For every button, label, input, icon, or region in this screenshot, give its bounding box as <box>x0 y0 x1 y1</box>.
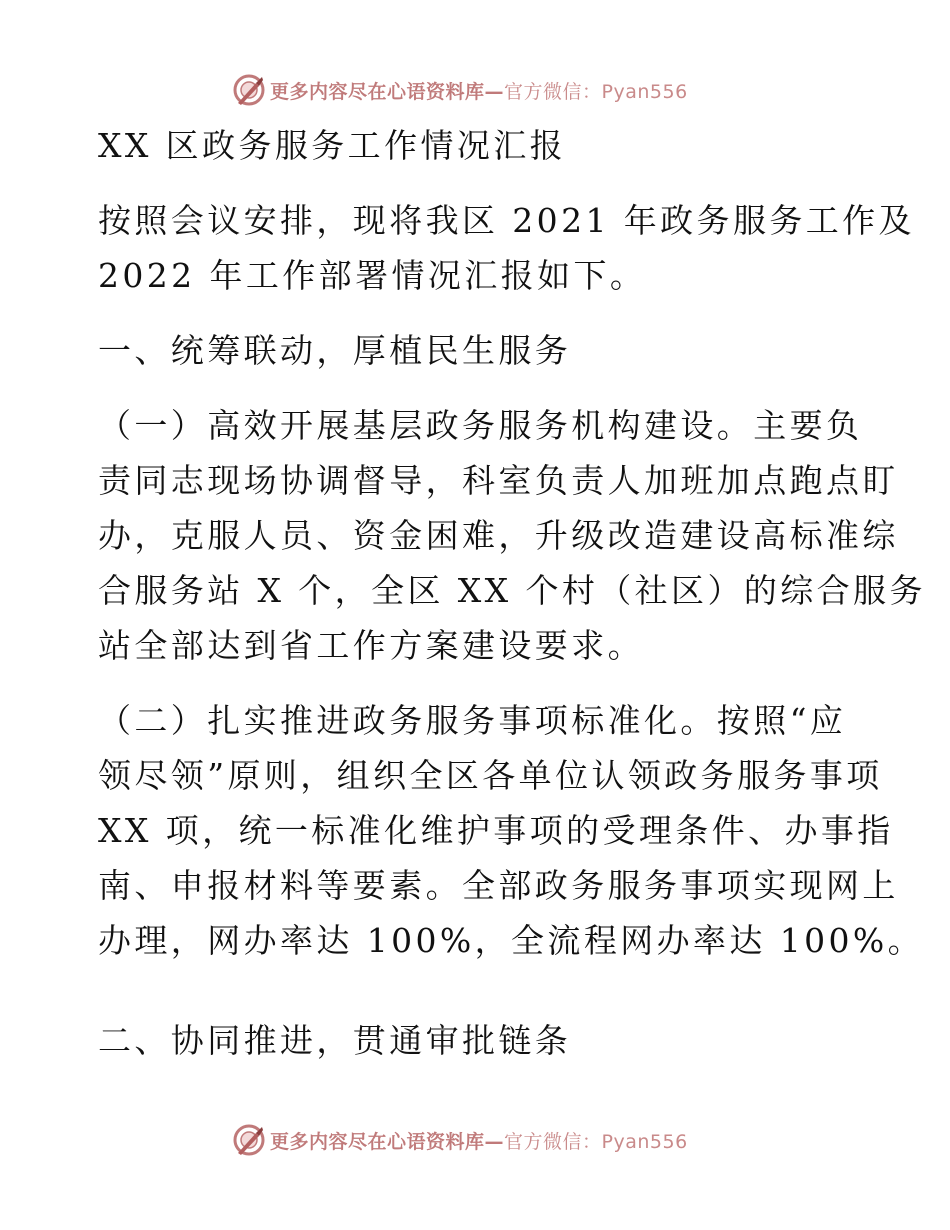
paragraph-line: 责同志现场协调督导，科室负责人加班加点跑点盯 <box>98 461 899 500</box>
quill-seal-icon <box>232 73 266 107</box>
paragraph-line: 办理，网办率达 100%，全流程网办率达 100%。 <box>98 921 925 960</box>
paragraph-line: （一）高效开展基层政务服务机构建设。主要负 <box>98 406 863 445</box>
section-heading-1: 一、统筹联动，厚植民生服务 <box>98 331 572 370</box>
watermark-text: 更多内容尽在心语资料库—官方微信：Pyan556 <box>270 1130 688 1153</box>
watermark-text: 更多内容尽在心语资料库—官方微信：Pyan556 <box>270 80 688 103</box>
paragraph-line: 2022 年工作部署情况汇报如下。 <box>98 256 647 295</box>
paragraph-line: 合服务站 X 个，全区 XX 个村（社区）的综合服务 <box>98 571 926 610</box>
paragraph-line: 南、申报材料等要素。全部政务服务事项实现网上 <box>98 866 899 905</box>
paragraph-line: （二）扎实推进政务服务事项标准化。按照“应 <box>98 701 847 740</box>
quill-seal-icon <box>232 1123 266 1157</box>
paragraph-line: 领尽领”原则，组织全区各单位认领政务服务事项 <box>98 756 883 795</box>
paragraph-line: 办，克服人员、资金困难，升级改造建设高标准综 <box>98 516 899 555</box>
footer-watermark <box>232 1120 688 1160</box>
paragraph-line: 站全部达到省工作方案建设要求。 <box>98 626 644 665</box>
paragraph-line: 按照会议安排，现将我区 2021 年政务服务工作及 <box>98 201 915 240</box>
section-heading-2: 二、协同推进，贯通审批链条 <box>98 1021 572 1060</box>
header-watermark <box>232 70 688 110</box>
paragraph-line: XX 项，统一标准化维护事项的受理条件、办事指 <box>98 811 894 850</box>
document-title: XX 区政务服务工作情况汇报 <box>98 126 567 165</box>
